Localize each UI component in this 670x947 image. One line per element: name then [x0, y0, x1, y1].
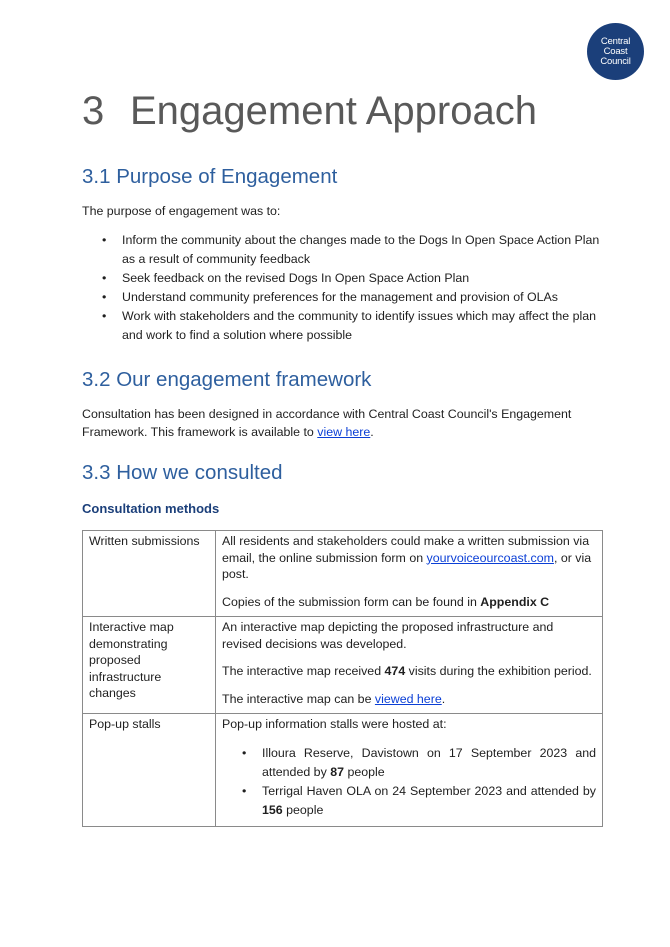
attendance-count: 156 [262, 802, 283, 817]
text-span: The interactive map can be [222, 691, 375, 706]
framework-link[interactable]: view here [317, 424, 371, 439]
description-cell [216, 531, 603, 617]
attendance-count: 87 [330, 764, 344, 779]
table-row [83, 714, 603, 827]
list-item: • Inform the community about the changes made to the Dogs In Open Space Action Plan as a result of community feedback [82, 231, 608, 269]
text-span: All residents and stakeholders could make a written submission via email, the online submission form on [222, 534, 590, 565]
description-paragraph [222, 533, 596, 583]
stalls-list [222, 744, 596, 820]
method-cell: Interactive map demonstrating proposed infrastructure changes [83, 617, 216, 714]
text-span: The interactive map received [222, 664, 385, 678]
consultation-methods-heading: Consultation methods [82, 501, 220, 516]
chapter-title [82, 88, 537, 134]
description-paragraph: An interactive map depicting the proposed infrastructure and revised decisions was developed. [222, 620, 554, 651]
text-span: people [282, 802, 324, 817]
section-heading-purpose: 3.1 Purpose of Engagement [82, 165, 338, 188]
consultation-methods-table [82, 530, 603, 827]
list-item [222, 782, 596, 820]
method-cell: Pop-up stalls [83, 714, 216, 827]
description-cell [216, 617, 603, 714]
description-cell [216, 714, 603, 827]
description-paragraph [222, 691, 596, 708]
text-span: Terrigal Haven OLA on 24 September 2023 and attended by [262, 783, 596, 798]
list-item: • Understand community preferences for the management and provision of OLAs [82, 288, 608, 307]
table-row [83, 617, 603, 714]
framework-paragraph [82, 406, 582, 441]
description-paragraph [222, 594, 596, 611]
method-cell: Written submissions [83, 531, 216, 617]
text-span: Illoura Reserve, Davistown on 17 September 2023 and attended by [262, 745, 596, 779]
description-paragraph: Pop-up information stalls were hosted at: [222, 717, 447, 731]
framework-text-end: . [370, 424, 374, 439]
council-logo [587, 23, 644, 80]
yourvoiceourcoast-link[interactable]: yourvoiceourcoast.com [426, 550, 554, 565]
section-heading-consulted: 3.3 How we consulted [82, 461, 283, 484]
chapter-number: 3 [82, 89, 105, 133]
framework-text: Consultation has been designed in accordance with Central Coast Council's Engagement Framework. This framework is available to [82, 407, 572, 439]
text-span: people [344, 764, 385, 779]
text-span: visits during the exhibition period. [405, 664, 592, 678]
text-span: , or via post. [222, 550, 592, 581]
interactive-map-link[interactable]: viewed here [374, 691, 442, 706]
text-span: . [441, 691, 446, 706]
chapter-title-text: Engagement Approach [130, 89, 537, 133]
table-row [83, 531, 603, 617]
purpose-intro: The purpose of engagement was to: [82, 204, 281, 218]
list-item: • Seek feedback on the revised Dogs In Open Space Action Plan [82, 269, 608, 288]
logo-line-2: Coast [603, 45, 628, 57]
visits-count: 474 [384, 664, 406, 678]
description-paragraph [222, 663, 596, 680]
logo-line-3: Council [600, 55, 631, 67]
list-item [222, 744, 596, 782]
text-span: Copies of the submission form can be found in [222, 594, 481, 609]
appendix-reference: Appendix C [480, 594, 550, 609]
purpose-list [82, 231, 608, 345]
logo-line-1: Central [600, 35, 631, 47]
section-heading-framework: 3.2 Our engagement framework [82, 368, 372, 391]
list-item: • Work with stakeholders and the community to identify issues which may affect the plan and work to find a solution where possible [82, 307, 608, 345]
